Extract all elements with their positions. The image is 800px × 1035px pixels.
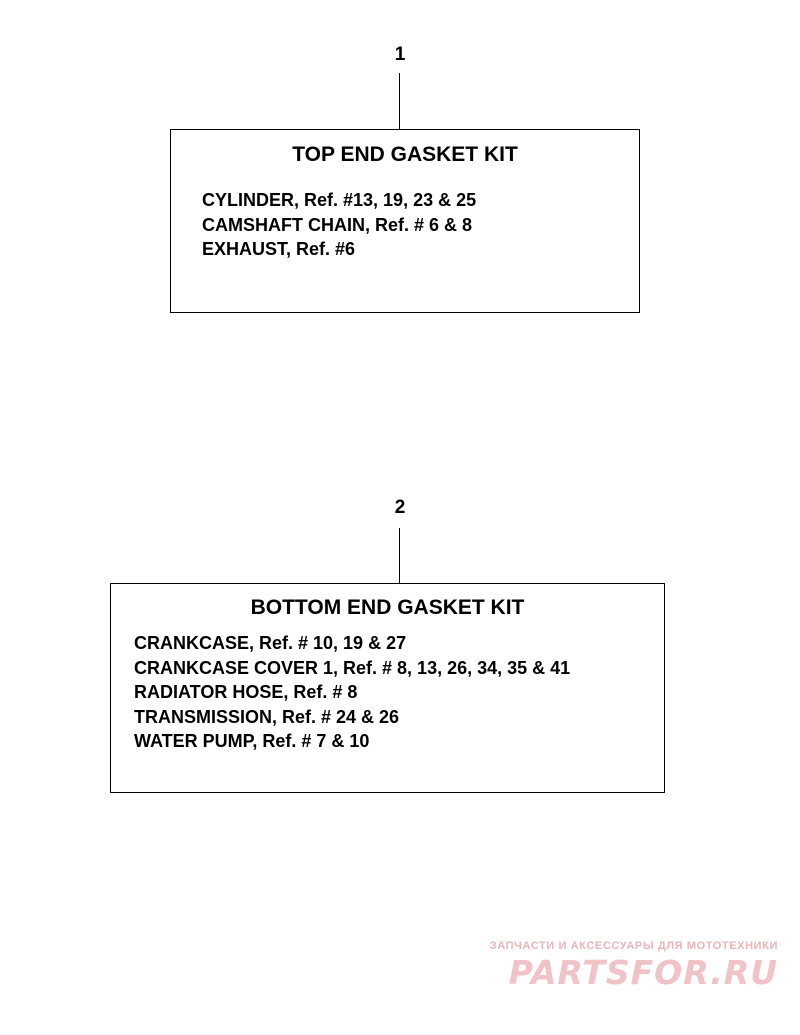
top-end-gasket-kit-title: TOP END GASKET KIT [292,143,518,166]
kit-item: CRANKCASE, Ref. # 10, 19 & 27 [134,633,407,653]
watermark [478,939,778,991]
bottom-end-gasket-kit-items [134,631,570,754]
ref-number-2: 2 [394,497,406,518]
kit-item: CAMSHAFT CHAIN, Ref. # 6 & 8 [202,214,473,235]
kit-item: RADIATOR HOSE, Ref. # 8 [134,682,358,702]
watermark-tagline: ЗАПЧАСТИ И АКСЕССУАРЫ ДЛЯ МОТОТЕХНИКИ [489,940,778,952]
watermark-logo: PARTSFOR.RU [508,953,778,992]
kit-item: EXHAUST, Ref. #6 [202,239,356,259]
top-end-gasket-kit-items [202,188,476,262]
leader-line-1 [399,73,400,130]
bottom-end-gasket-kit-title: BOTTOM END GASKET KIT [250,596,525,619]
top-end-gasket-kit-box [170,129,640,313]
kit-item: CYLINDER, Ref. #13, 19, 23 & 25 [202,190,477,210]
leader-line-2 [399,528,400,584]
bottom-end-gasket-kit-box [110,583,665,793]
kit-item: CRANKCASE COVER 1, Ref. # 8, 13, 26, 34, 35 & 41 [134,657,571,678]
ref-number-1: 1 [394,44,406,65]
kit-item: WATER PUMP, Ref. # 7 & 10 [134,731,370,751]
kit-item: TRANSMISSION, Ref. # 24 & 26 [134,706,400,727]
